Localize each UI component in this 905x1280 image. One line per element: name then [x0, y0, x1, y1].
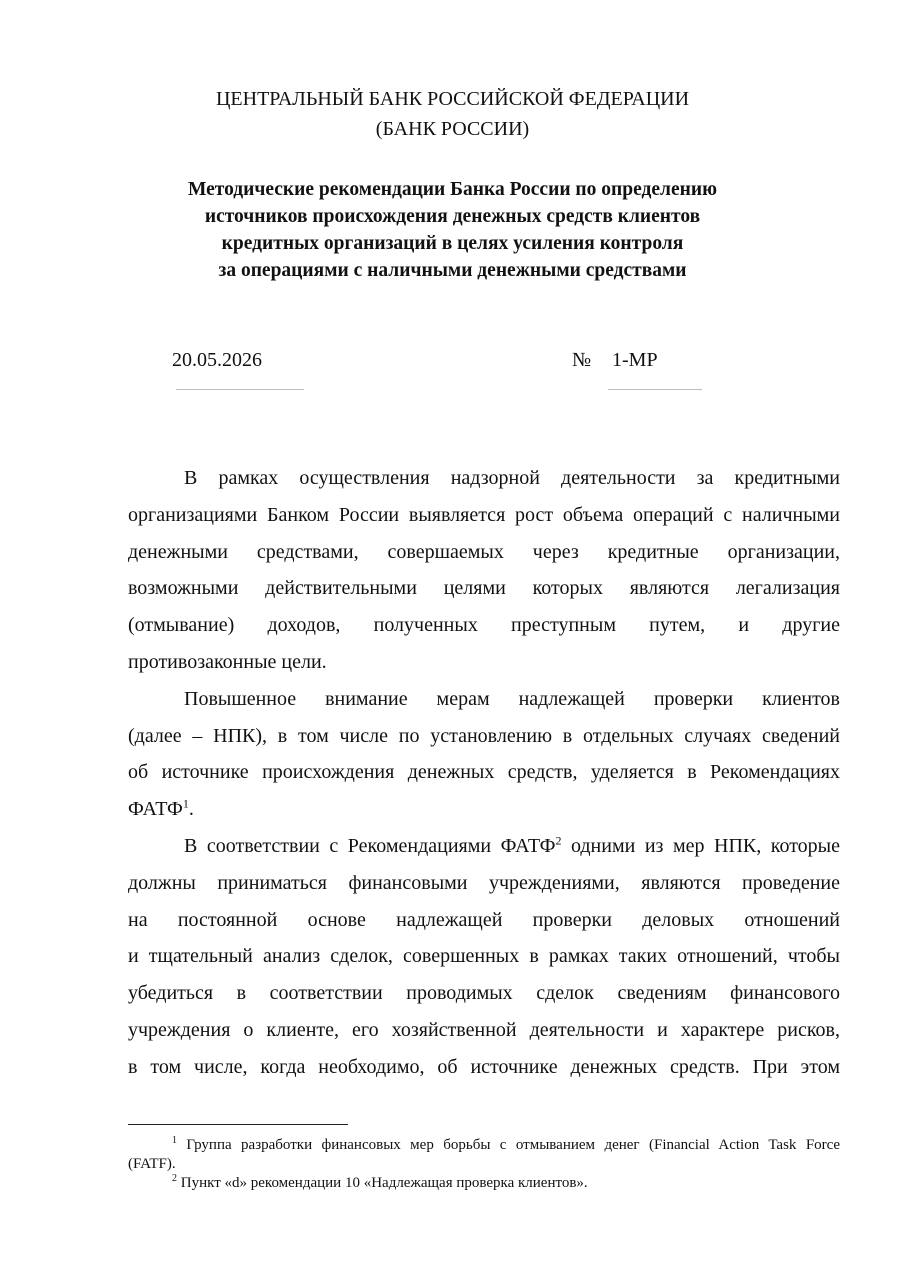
paragraph-3-line: на постоянной основе надлежащей проверки деловых отношений	[128, 908, 840, 931]
paragraph-2-text: ФАТФ	[128, 798, 183, 821]
document-title	[0, 176, 905, 284]
paragraph-3-text: В соответствии с Рекомендациями ФАТФ	[184, 834, 556, 857]
title-line: кредитных организаций в целях усиления контроля	[221, 233, 684, 254]
paragraph-3-line: и тщательный анализ сделок, совершенных в рамках таких отношений, чтобы	[128, 945, 840, 968]
footnote-separator	[128, 1124, 348, 1125]
paragraph-1-line: организациями Банком России выявляется рост объема операций с наличными	[128, 503, 840, 526]
footnote-2-mark: 2	[172, 1173, 177, 1184]
footnote-2	[128, 1174, 840, 1193]
organization-name: ЦЕНТРАЛЬНЫЙ БАНК РОССИЙСКОЙ ФЕДЕРАЦИИ	[215, 88, 690, 110]
footnote-1-text: Группа разработки финансовых мер борьбы с отмыванием денег (Financial Action Task Force	[177, 1137, 840, 1153]
footnote-1-continuation: (FATF).	[128, 1156, 176, 1172]
number-underline	[608, 389, 702, 390]
paragraph-3-text: одними из мер НПК, которые	[561, 834, 840, 857]
paragraph-1-line: В рамках осуществления надзорной деятельности за кредитными	[184, 467, 840, 489]
footnote-reference-2[interactable]: 2	[555, 833, 562, 848]
paragraph-1-line: денежными средствами, совершаемых через кредитные организации,	[128, 540, 840, 563]
paragraph-2-line: (далее – НПК), в том числе по установлению в отдельных случаях сведений	[128, 724, 840, 747]
number-sign: №	[572, 349, 592, 371]
paragraph-3-first-line	[128, 828, 840, 865]
title-line: Методические рекомендации Банка России по определению	[187, 179, 718, 200]
paragraph-1-line: (отмывание) доходов, полученных преступным путем, и другие	[128, 614, 840, 637]
title-line: источников происхождения денежных средств клиентов	[204, 206, 701, 227]
organization-short-name: (БАНК РОССИИ)	[375, 118, 530, 140]
paragraph-1-line: противозаконные цели.	[128, 650, 327, 673]
footnote-1	[128, 1136, 840, 1155]
footnote-1-mark: 1	[172, 1135, 177, 1146]
date-underline	[176, 389, 304, 390]
paragraph-2-line: Повышенное внимание мерам надлежащей проверки клиентов	[184, 687, 840, 710]
paragraph-3-line: учреждения о клиенте, его хозяйственной деятельности и характере рисков,	[128, 1018, 840, 1041]
paragraph-2-end: .	[188, 798, 194, 821]
title-line: за операциями с наличными денежными средствами	[218, 260, 687, 281]
footnote-reference-1[interactable]: 1	[182, 796, 189, 811]
paragraph-2-line: об источнике происхождения денежных средств, уделяется в Рекомендациях	[128, 761, 840, 784]
paragraph-3-line: в том числе, когда необходимо, об источнике денежных средств. При этом	[128, 1055, 840, 1078]
paragraph-3-line: должны приниматься финансовыми учреждениями, являются проведение	[128, 871, 840, 894]
footnotes	[128, 1136, 840, 1193]
document-date: 20.05.2026	[172, 349, 262, 371]
document-body	[128, 460, 840, 1086]
paragraph-1-line: возможными действительными целями которых являются легализация	[128, 577, 840, 600]
footnote-2-text: Пункт «d» рекомендации 10 «Надлежащая проверка клиентов».	[177, 1175, 588, 1191]
document-number: 1-МР	[612, 349, 658, 371]
paragraph-3-line: убедиться в соответствии проводимых сделок сведениям финансового	[128, 982, 840, 1005]
paragraph-2-last-line	[128, 791, 840, 828]
organization-header	[0, 84, 905, 144]
